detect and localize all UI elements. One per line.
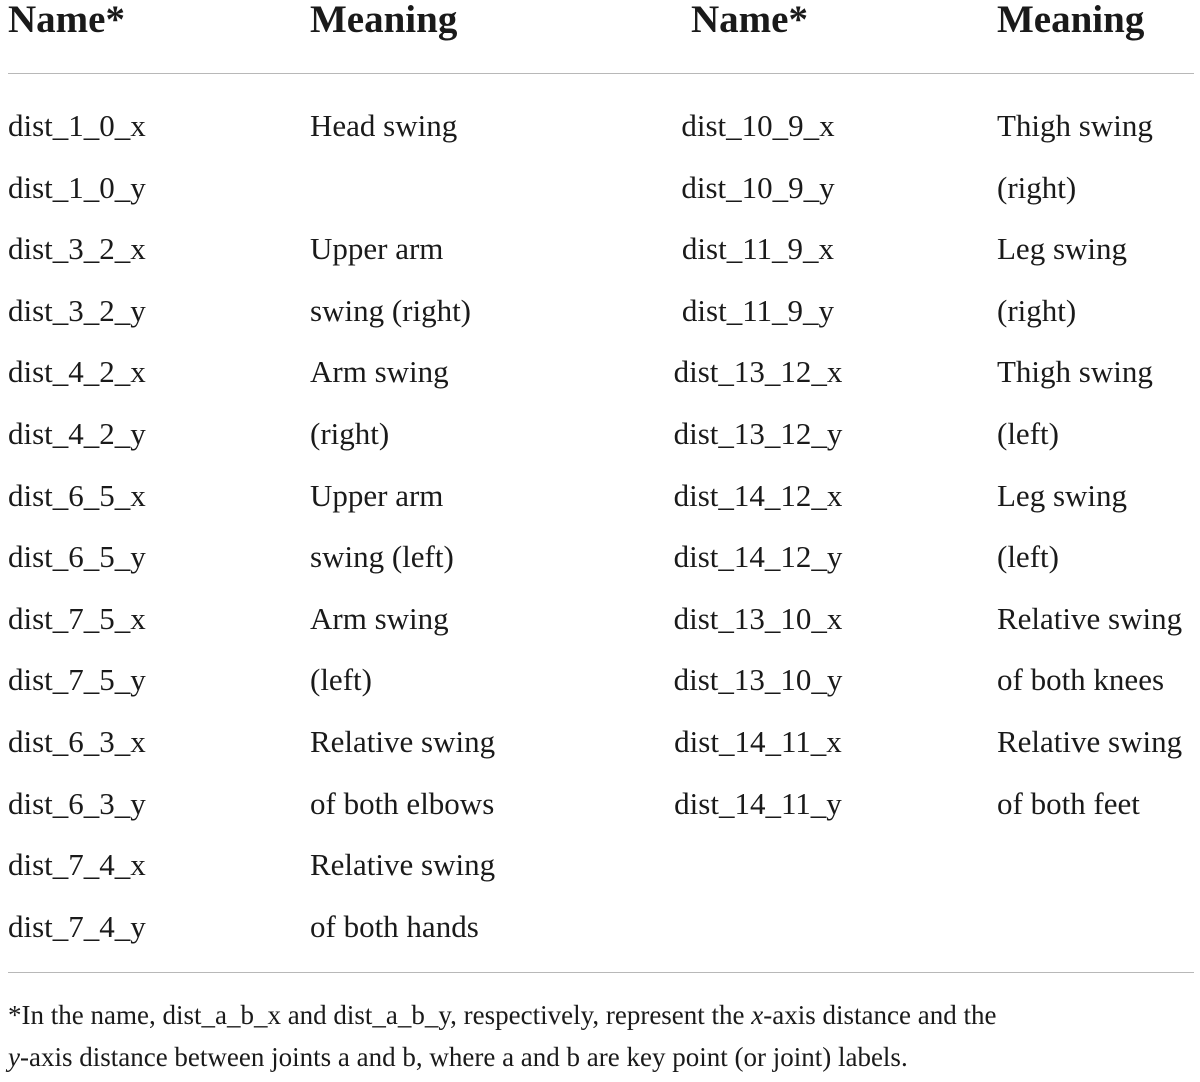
cell-meaning-right: (left) — [997, 539, 1059, 575]
cell-meaning-left: (right) — [310, 415, 390, 451]
table-row — [0, 350, 1200, 412]
cell-meaning-left: Upper arm — [310, 231, 444, 267]
footnote-x-italic: x — [751, 1000, 764, 1030]
table-body — [0, 104, 1200, 966]
cell-meaning-right: (right) — [997, 169, 1077, 205]
cell-meaning-right: Leg swing — [997, 231, 1128, 267]
table-row — [0, 474, 1200, 536]
table-row — [0, 720, 1200, 782]
cell-name-left: dist_4_2_y — [8, 415, 146, 451]
header-divider — [8, 73, 1194, 74]
cell-meaning-left: Head swing — [310, 108, 458, 143]
cell-name-left: dist_4_2_x — [8, 354, 146, 390]
cell-meaning-left: Upper arm — [310, 477, 444, 513]
cell-name-right: dist_13_12_x — [673, 354, 843, 390]
table-row — [0, 535, 1200, 597]
cell-name-right: dist_14_12_y — [673, 539, 843, 575]
cell-name-right: dist_10_9_x — [681, 108, 835, 143]
cell-name-right: dist_14_12_x — [673, 477, 843, 513]
cell-meaning-left: (left) — [310, 662, 372, 698]
cell-name-right: dist_14_11_y — [674, 785, 842, 821]
cell-meaning-left: Arm swing — [310, 600, 449, 636]
cell-meaning-right: of both knees — [997, 662, 1165, 698]
cell-meaning-left: of both elbows — [310, 785, 495, 821]
cell-name-right: dist_11_9_y — [681, 292, 835, 328]
cell-name-left: dist_6_5_y — [8, 539, 146, 575]
header-meaning-left: Meaning — [310, 0, 458, 41]
cell-name-left: dist_6_3_x — [8, 723, 146, 759]
cell-name-left: dist_6_5_x — [8, 477, 146, 513]
footnote-text: -axis distance and the — [763, 1000, 997, 1030]
cell-name-right: dist_13_12_y — [673, 415, 843, 451]
cell-name-right: dist_13_10_y — [673, 662, 843, 698]
cell-name-left: dist_6_3_y — [8, 785, 146, 821]
footnote-text: *In the name, dist_a_b_x and dist_a_b_y, respectively, represent the — [8, 1000, 752, 1030]
footnote-y-italic: y — [8, 1042, 20, 1072]
table-row — [0, 782, 1200, 844]
cell-meaning-right: (right) — [997, 292, 1077, 328]
footnote-text: -axis distance between joints a and b, where a and b are key point (or joint) labels. — [19, 1042, 908, 1072]
table-row — [0, 289, 1200, 351]
cell-meaning-right: Relative swing — [997, 600, 1183, 636]
table-row — [0, 227, 1200, 289]
cell-meaning-right: Thigh swing — [997, 108, 1153, 143]
table-row — [0, 843, 1200, 905]
cell-meaning-left: swing (left) — [310, 539, 454, 575]
cell-name-left: dist_3_2_y — [8, 292, 146, 328]
table-row — [0, 166, 1200, 228]
cell-name-left: dist_1_0_y — [8, 169, 146, 205]
cell-name-right: dist_11_9_x — [681, 231, 835, 267]
cell-name-right: dist_14_11_x — [674, 723, 842, 759]
table-row — [0, 597, 1200, 659]
table-row — [0, 658, 1200, 720]
cell-name-left: dist_1_0_x — [8, 108, 146, 143]
cell-meaning-left: swing (right) — [310, 292, 472, 328]
table-row — [0, 905, 1200, 967]
table-row — [0, 412, 1200, 474]
table-footnote — [8, 994, 1198, 1078]
footnote-line-1 — [8, 994, 1198, 1036]
header-meaning-right: Meaning — [997, 0, 1145, 41]
cell-name-left: dist_7_5_y — [8, 662, 146, 698]
header-name-left: Name* — [8, 0, 125, 41]
cell-name-left: dist_7_4_y — [8, 908, 146, 944]
header-name-right: Name* — [691, 0, 808, 41]
cell-name-left: dist_7_5_x — [8, 600, 146, 636]
cell-meaning-right: (left) — [997, 415, 1059, 451]
cell-meaning-left: Arm swing — [310, 354, 449, 390]
cell-meaning-right: of both feet — [997, 785, 1140, 821]
cell-meaning-right: Leg swing — [997, 477, 1128, 513]
cell-name-left: dist_3_2_x — [8, 231, 146, 267]
cell-meaning-left: of both hands — [310, 908, 479, 944]
table-row — [0, 104, 1200, 166]
footnote-line-2 — [8, 1036, 1198, 1078]
cell-meaning-right: Thigh swing — [997, 354, 1153, 390]
cell-meaning-right: Relative swing — [997, 723, 1183, 759]
cell-name-right: dist_13_10_x — [673, 600, 843, 636]
cell-name-left: dist_7_4_x — [8, 847, 146, 883]
cell-name-right: dist_10_9_y — [681, 169, 835, 205]
footer-divider — [8, 972, 1194, 973]
cell-meaning-left: Relative swing — [310, 723, 496, 759]
cell-meaning-left: Relative swing — [310, 847, 496, 883]
